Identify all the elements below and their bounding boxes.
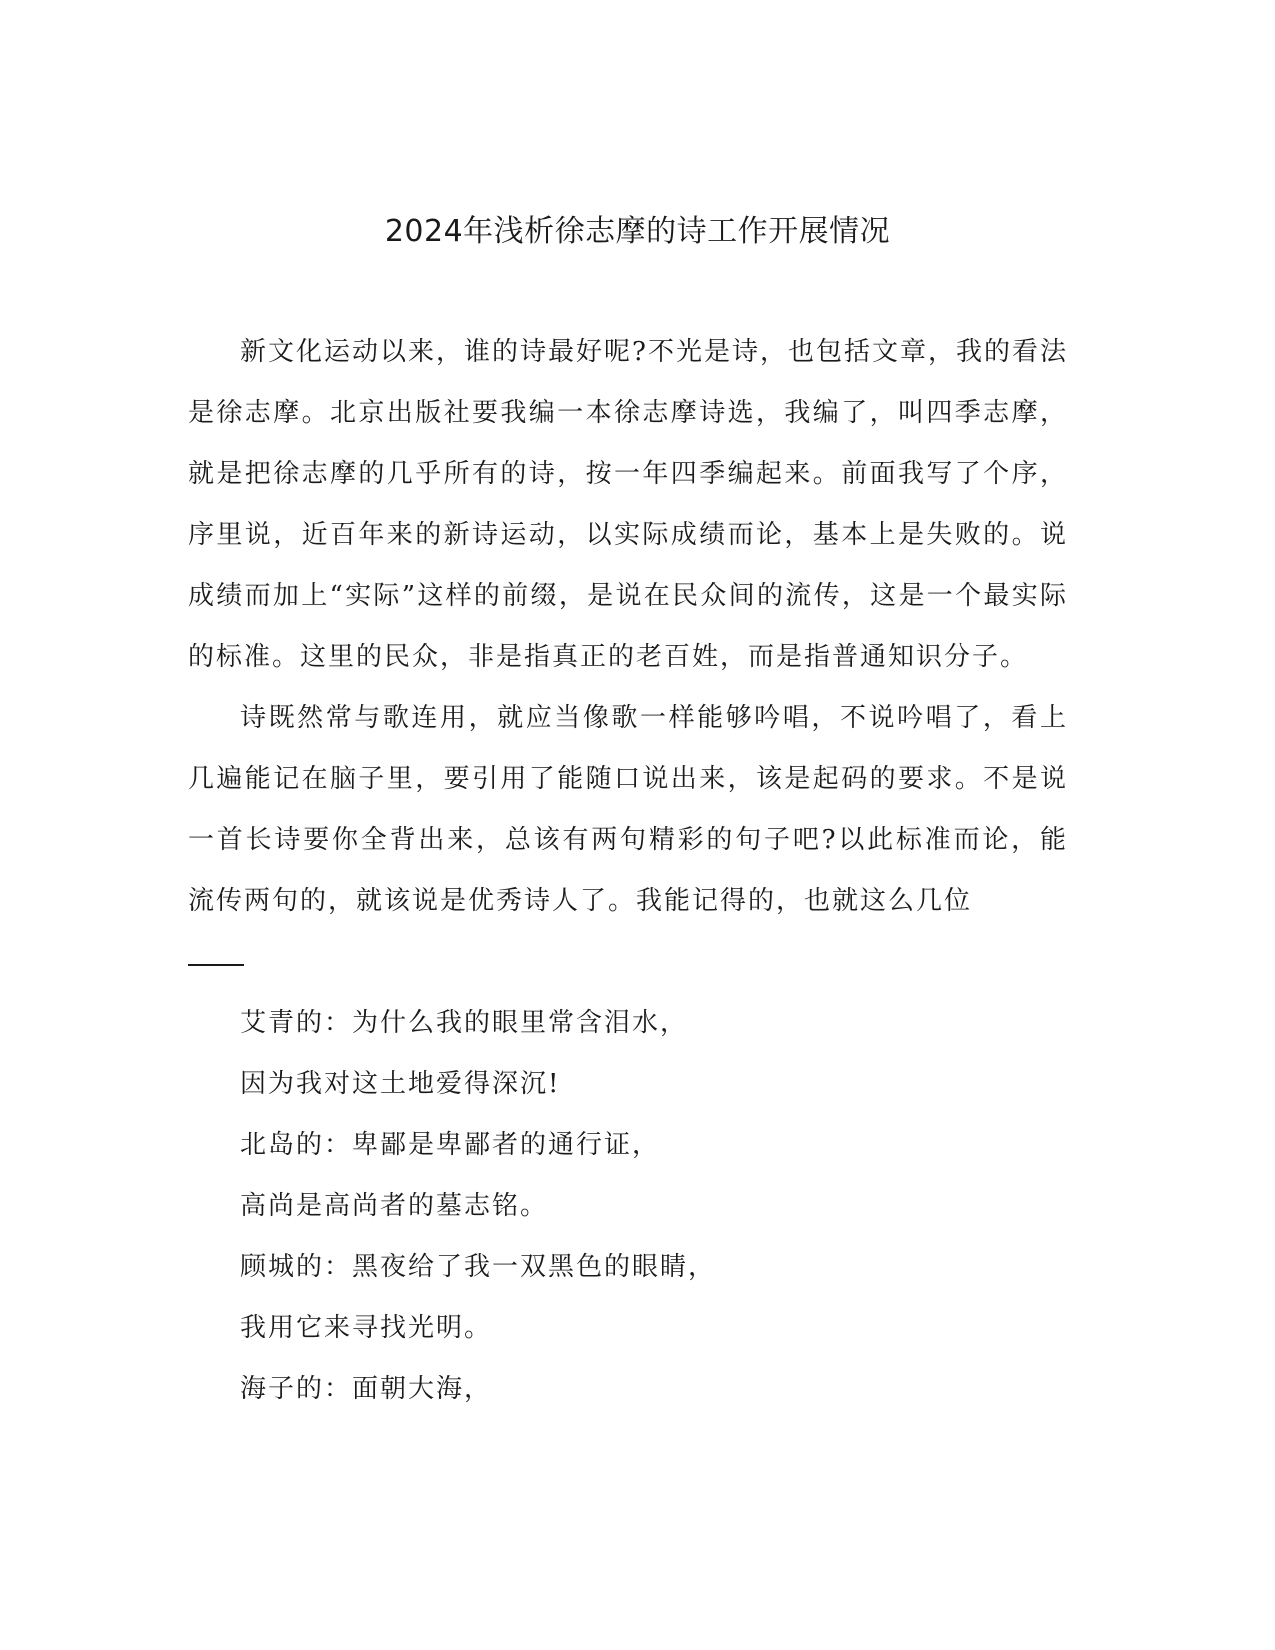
poem-line-3: 北岛的：卑鄙是卑鄙者的通行证， — [240, 1130, 661, 1160]
page-title: 2024年浅析徐志摩的诗工作开展情况 — [384, 214, 891, 249]
poem-line-5: 顾城的：黑夜给了我一双黑色的眼睛， — [240, 1252, 717, 1282]
poem-line-2: 因为我对这土地爱得深沉! — [240, 1069, 561, 1099]
poem-line-4: 高尚是高尚者的墓志铭。 — [240, 1191, 549, 1221]
paragraph-1: 新文化运动以来，谁的诗最好呢?不光是诗，也包括文章，我的看法是徐志摩。北京出版社要我编一本徐志摩诗选，我编了，叫四季志摩，就是把徐志摩的几乎所有的诗，按一年四季编起来。前面我写了个序，序里说，近百年来的新诗运动，以实际成绩而论，基本上是失败的。说成绩而加上“实际”这样的前缀，是说在民众间的流传，这是一个最实际的标准。这里的民众，非是指真正的老百姓，而是指普通知识分子。 — [188, 337, 1068, 672]
em-dash-line — [188, 932, 1068, 993]
em-dash — [188, 964, 244, 966]
poem-line-1: 艾青的：为什么我的眼里常含泪水， — [240, 1008, 689, 1038]
poem-line-6: 我用它来寻找光明。 — [240, 1313, 493, 1343]
poem-line-7: 海子的：面朝大海， — [240, 1374, 493, 1404]
paragraph-2: 诗既然常与歌连用，就应当像歌一样能够吟唱，不说吟唱了，看上几遍能记在脑子里，要引用了能随口说出来，该是起码的要求。不是说一首长诗要你全背出来，总该有两句精彩的句子吧?以此标准而论，能流传两句的，就该说是优秀诗人了。我能记得的，也就这么几位 — [188, 703, 1068, 916]
document-body — [188, 322, 1068, 1420]
